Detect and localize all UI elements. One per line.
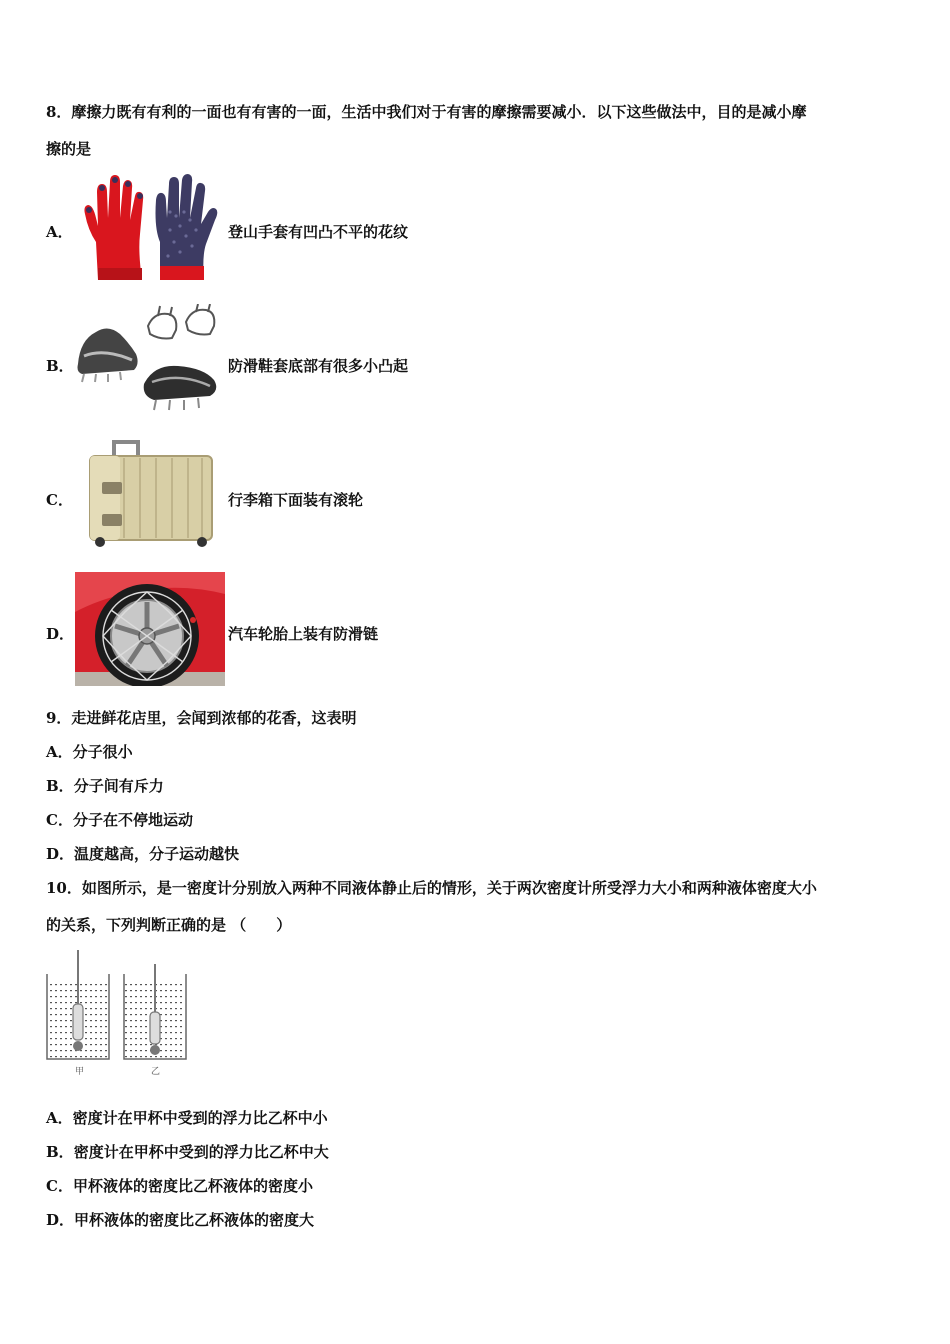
q10-option-d — [46, 1210, 314, 1230]
q9-option-a-text: 分子很小 — [72, 743, 133, 761]
q9-option-a — [46, 742, 133, 762]
q9-option-d-label: D． — [46, 845, 75, 863]
q9-option-d — [46, 844, 239, 864]
figure-label-jia: 甲 — [75, 1067, 85, 1077]
q10-option-c-text: 甲杯液体的密度比乙杯液体的密度小 — [72, 1177, 313, 1195]
q10-stem-line2: 的关系，下列判断正确的是 （ ） — [46, 916, 292, 934]
gloves-image — [80, 172, 226, 282]
q8-option-b-label: B． — [46, 357, 74, 375]
q9-option-c-label: C． — [46, 811, 73, 829]
q10-option-a-text: 密度计在甲杯中受到的浮力比乙杯中小 — [72, 1109, 328, 1127]
tire-chain-image — [75, 572, 225, 686]
q10-option-d-text: 甲杯液体的密度比乙杯液体的密度大 — [74, 1211, 315, 1229]
hydrometer-figure — [44, 946, 190, 1068]
q10-option-c — [46, 1176, 313, 1196]
q10-option-a — [46, 1108, 328, 1128]
q8-option-d-label: D． — [46, 625, 75, 643]
q8-option-a-text: 登山手套有凹凸不平的花纹 — [228, 223, 409, 241]
suitcase-image — [84, 438, 216, 548]
q10-option-c-label: C． — [46, 1177, 73, 1195]
q10-option-b — [46, 1142, 329, 1162]
q9-option-c — [46, 810, 193, 830]
q9-option-d-text: 温度越高，分子运动越快 — [74, 845, 240, 863]
q9-option-c-text: 分子在不停地运动 — [72, 811, 193, 829]
q8-stem-line2: 擦的是 — [46, 140, 92, 158]
q8-option-c-label: C． — [46, 491, 73, 509]
q8-option-c-text: 行李箱下面装有滚轮 — [228, 491, 364, 509]
q10-option-a-label: A． — [46, 1109, 73, 1127]
q8-stem-line1: 8．摩擦力既有有利的一面也有有害的一面，生活中我们对于有害的摩擦需要减小．以下这些做法中，目的是减小摩 — [46, 103, 807, 121]
q9-option-a-label: A． — [46, 743, 73, 761]
q9-option-b-text: 分子间有斥力 — [73, 777, 164, 795]
beaker-yi — [124, 964, 186, 1059]
q8-option-b-text: 防滑鞋套底部有很多小凸起 — [228, 357, 409, 375]
q10-stem-line1: 10．如图所示，是一密度计分别放入两种不同液体静止后的情形，关于两次密度计所受浮力大小和两种液体密度大小 — [46, 879, 817, 897]
q8-option-d-text: 汽车轮胎上装有防滑链 — [228, 625, 379, 643]
q9-option-b-label: B． — [46, 777, 74, 795]
q10-option-b-text: 密度计在甲杯中受到的浮力比乙杯中大 — [73, 1143, 329, 1161]
q10-option-b-label: B． — [46, 1143, 74, 1161]
q9-stem: 9．走进鲜花店里，会闻到浓郁的花香，这表明 — [46, 709, 357, 727]
q10-option-d-label: D． — [46, 1211, 75, 1229]
figure-label-yi: 乙 — [151, 1067, 161, 1077]
shoe-crampons-image — [74, 304, 226, 416]
beaker-jia — [47, 950, 109, 1059]
q9-option-b — [46, 776, 164, 796]
q8-option-a-label: A． — [46, 223, 73, 241]
